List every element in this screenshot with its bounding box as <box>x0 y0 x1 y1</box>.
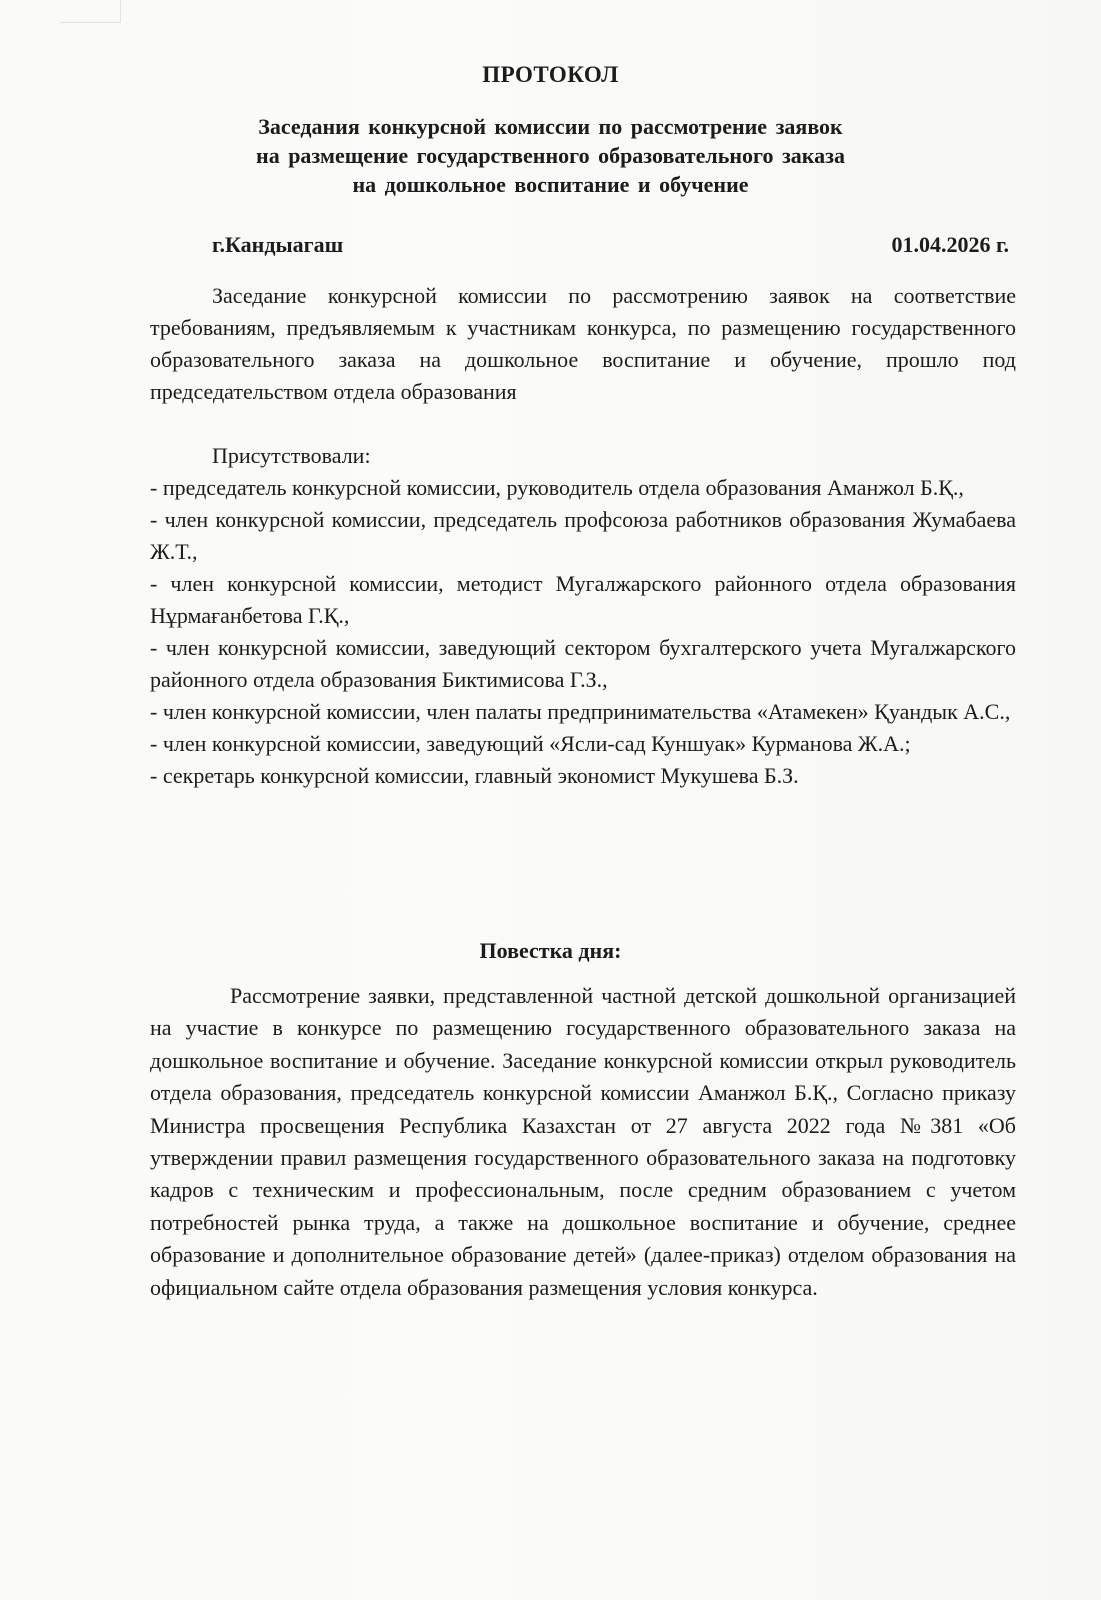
document-title: ПРОТОКОЛ <box>482 62 619 87</box>
intro-text: Заседание конкурсной комиссии по рассмотрению заявок на соответствие требованиям, предъявляемым к участникам конкурса, по размещению государственного образовательного заказа на дошкольное воспитание и обучение, прошло под председательством отдела образования <box>150 283 1016 404</box>
attendee-item: - член конкурсной комиссии, заведующий сектором бухгалтерского учета Мугалжарского районного отдела образования Биктимисова Г.З., <box>150 635 1016 692</box>
staple-mark <box>60 0 121 23</box>
attendees-list <box>150 440 1016 792</box>
agenda-text: Рассмотрение заявки, представленной частной детской дошкольной организацией на участие в конкурсе по размещению государственного образовательного заказа на дошкольное воспитание и обучение. Заседание конкурсной комиссии открыл руководитель отдела образования, председатель конкурсной комиссии Аманжол Б.Қ., Согласно приказу Министра просвещения Республика Казахстан от 27 августа 2022 года №381 «Об утверждении правил размещения государственного образовательного заказа на подготовку кадров с техническим и профессиональным, после средним образованием с учетом потребностей рынка труда, а также на дошкольное воспитание и обучение, среднее образование и дополнительное образование детей» (далее-приказ) отделом образования на официальном сайте отдела образования размещения условия конкурса. <box>150 983 1016 1300</box>
agenda-paragraph <box>150 980 1016 1304</box>
subtitle-line: Заседания конкурсной комиссии по рассмотрение заявок <box>258 114 843 139</box>
attendee-item: - член конкурсной комиссии, методист Мугалжарского районного отдела образования Нұрмағанбетова Г.Қ., <box>150 571 1016 628</box>
intro-paragraph <box>150 280 1016 408</box>
meeting-place: г.Кандыагаш <box>212 232 344 257</box>
attendee-item: - председатель конкурсной комиссии, руководитель отдела образования Аманжол Б.Қ., <box>150 475 964 500</box>
attendee-item: - член конкурсной комиссии, член палаты предпринимательства «Атамекен» Қуандык А.С., <box>150 699 1011 724</box>
attendee-item: - член конкурсной комиссии, председатель профсоюза работников образования Жумабаева Ж.Т., <box>150 507 1016 564</box>
agenda-title: Повестка дня: <box>479 938 622 963</box>
subtitle-line: на дошкольное воспитание и обучение <box>352 172 749 197</box>
attendee-item: - секретарь конкурсной комиссии, главный экономист Мукушева Б.З. <box>150 763 799 788</box>
attendees-heading: Присутствовали: <box>212 443 371 468</box>
subtitle-line: на размещение государственного образовательного заказа <box>256 143 845 168</box>
attendee-item: - член конкурсной комиссии, заведующий «Ясли-сад Куншуак» Курманова Ж.А.; <box>150 731 911 756</box>
document-subtitle <box>0 112 1101 199</box>
meeting-date: 01.04.2026 г. <box>891 232 1009 257</box>
